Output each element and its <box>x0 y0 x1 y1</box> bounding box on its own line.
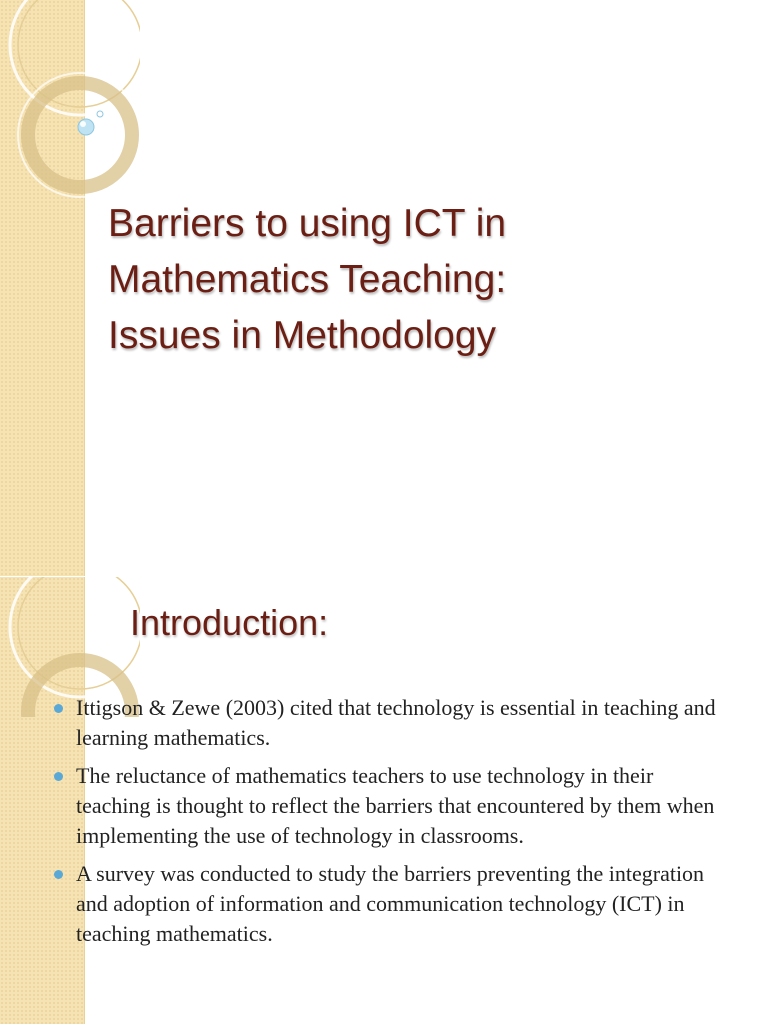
bullet-text: Ittigson & Zewe (2003) cited that technology is essential in teaching and learning mathematics. <box>76 695 716 750</box>
title-line: Issues in Methodology <box>108 314 497 357</box>
list-item <box>76 859 716 949</box>
ring-decoration-icon <box>0 0 140 200</box>
list-item <box>76 761 716 851</box>
bullet-icon <box>54 870 63 879</box>
list-item <box>76 693 716 753</box>
bullet-list <box>76 693 716 957</box>
introduction-slide <box>0 577 768 1024</box>
title-line: Mathematics Teaching: <box>108 258 507 301</box>
section-heading: Introduction: <box>130 602 329 643</box>
slide-title <box>108 196 708 364</box>
bullet-icon <box>54 772 63 781</box>
title-line: Barriers to using ICT in <box>108 202 507 245</box>
bullet-icon <box>54 704 63 713</box>
bullet-text: The reluctance of mathematics teachers to use technology in their teaching is thought to reflect the barriers that encountered by them when implementing the use of technology in classrooms. <box>76 763 715 848</box>
bullet-text: A survey was conducted to study the barriers preventing the integration and adoption of information and communication technology (ICT) in teaching mathematics. <box>76 861 705 946</box>
